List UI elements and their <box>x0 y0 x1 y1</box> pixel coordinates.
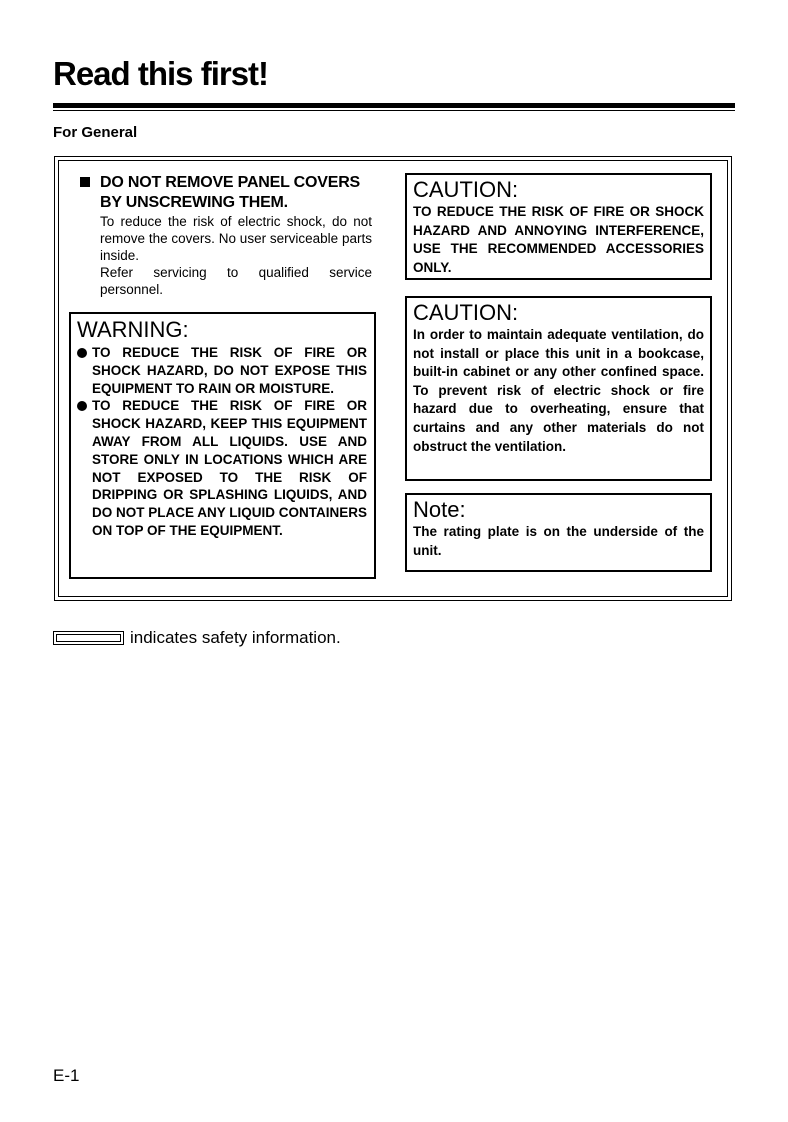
warning-item <box>77 344 367 397</box>
legend-frame-swatch <box>53 631 124 645</box>
caution-ventilation-box <box>405 296 712 481</box>
warning-list <box>77 344 367 540</box>
page-number: E-1 <box>53 1066 80 1085</box>
caution-title: CAUTION: <box>413 177 519 202</box>
caution-title: CAUTION: <box>413 300 519 325</box>
notice-body-line: Refer servicing to qualified service personnel. <box>100 265 372 297</box>
square-bullet-icon <box>80 177 90 187</box>
legend-text: indicates safety information. <box>130 628 341 647</box>
caution-text: TO REDUCE THE RISK OF FIRE OR SHOCK HAZARD AND ANNOYING INTERFERENCE, USE THE RECOMMENDED ACCESSORIES ONLY. <box>413 204 704 275</box>
note-title: Note: <box>413 497 466 522</box>
note-box <box>405 493 712 572</box>
bullet-icon <box>77 401 87 411</box>
notice-body-line: To reduce the risk of electric shock, do not remove the covers. No user serviceable parts inside. <box>100 214 372 263</box>
warning-box <box>69 312 376 579</box>
bullet-icon <box>77 348 87 358</box>
warning-item-text: TO REDUCE THE RISK OF FIRE OR SHOCK HAZARD, KEEP THIS EQUIPMENT AWAY FROM ALL LIQUIDS. USE AND STORE ONLY IN LOCATIONS WHICH ARE NOT EXPOSED TO THE RISK OF DRIPPING OR SPLASHING LIQUIDS, AND DO NOT PLACE ANY LIQUID CONTAINERS ON TOP OF THE EQUIPMENT. <box>92 398 368 538</box>
title-rule-thin <box>53 110 735 111</box>
section-heading: For General <box>53 124 138 141</box>
panel-cover-notice <box>80 173 372 298</box>
warning-item <box>77 397 367 539</box>
safety-legend <box>53 626 341 650</box>
caution-text: In order to maintain adequate ventilation, do not install or place this unit in a bookcase, built-in cabinet or any other confined space. To prevent risk of electric shock or fire hazard due to overheating, ensure that curtains and any other materials do not obstruct the ventilation. <box>413 327 704 454</box>
title-rule <box>53 103 735 108</box>
warning-title: WARNING: <box>77 317 189 342</box>
notice-body <box>100 213 372 298</box>
safety-frame <box>54 156 732 601</box>
caution-accessories-box <box>405 173 712 280</box>
note-text: The rating plate is on the underside of the unit. <box>413 524 704 558</box>
warning-item-text: TO REDUCE THE RISK OF FIRE OR SHOCK HAZARD, DO NOT EXPOSE THIS EQUIPMENT TO RAIN OR MOISTURE. <box>92 345 367 396</box>
page-title: Read this first! <box>53 55 269 92</box>
notice-title: DO NOT REMOVE PANEL COVERS BY UNSCREWING THEM. <box>100 174 361 211</box>
